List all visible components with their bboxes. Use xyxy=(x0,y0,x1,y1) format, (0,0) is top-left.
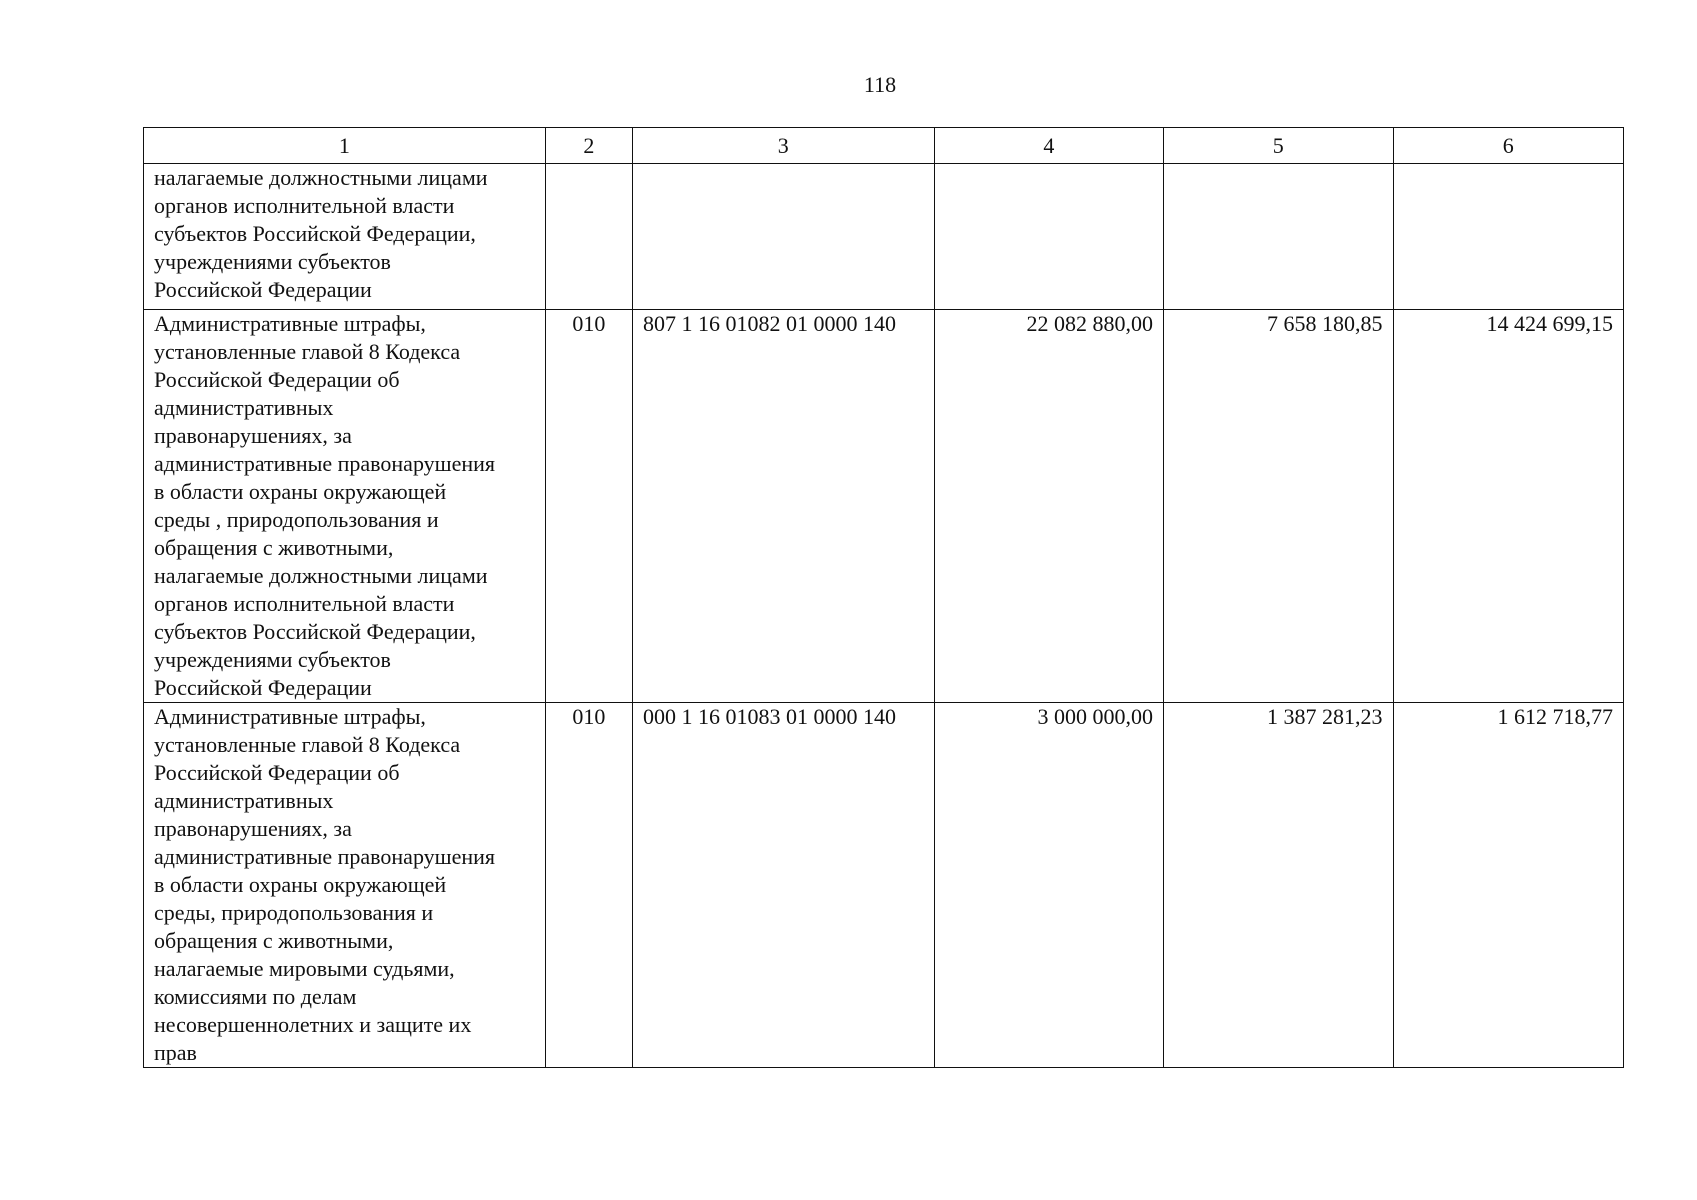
name-line: в области охраны окружающей xyxy=(154,479,447,504)
line-code-cell xyxy=(545,164,632,310)
name-line: административных xyxy=(154,788,334,813)
budget-code-cell: 807 1 16 01082 01 0000 140 xyxy=(632,310,934,703)
unexecuted-amount-cell: 14 424 699,15 xyxy=(1393,310,1624,703)
page-number: 118 xyxy=(863,72,897,97)
name-line: обращения с животными, xyxy=(154,928,394,953)
name-line: среды, природопользования и xyxy=(154,900,434,925)
row-name-cell xyxy=(144,703,546,1068)
name-line: комиссиями по делам xyxy=(154,984,357,1009)
name-line: административные правонарушения xyxy=(154,844,496,869)
column-header-6: 6 xyxy=(1393,128,1624,164)
name-line: административные правонарушения xyxy=(154,451,496,476)
table-row xyxy=(144,164,1624,310)
name-line: налагаемые должностными лицами xyxy=(154,563,488,588)
approved-amount-cell: 3 000 000,00 xyxy=(934,703,1163,1068)
name-line: установленные главой 8 Кодекса xyxy=(154,732,461,757)
name-line: учреждениями субъектов xyxy=(154,647,391,672)
name-line: субъектов Российской Федерации, xyxy=(154,221,476,246)
name-line: административных xyxy=(154,395,334,420)
column-header-3: 3 xyxy=(632,128,934,164)
table-row xyxy=(144,310,1624,703)
name-line: субъектов Российской Федерации, xyxy=(154,619,476,644)
unexecuted-amount-cell: 1 612 718,77 xyxy=(1393,703,1624,1068)
name-line: Административные штрафы, xyxy=(154,311,426,336)
column-header-4: 4 xyxy=(934,128,1163,164)
approved-amount-cell xyxy=(934,164,1163,310)
budget-code-cell xyxy=(632,164,934,310)
name-line: правонарушениях, за xyxy=(154,816,352,841)
column-header-1: 1 xyxy=(144,128,546,164)
name-line: Российской Федерации об xyxy=(154,367,400,392)
name-line: правонарушениях, за xyxy=(154,423,352,448)
name-line: среды , природопользования и xyxy=(154,507,439,532)
budget-code-cell: 000 1 16 01083 01 0000 140 xyxy=(632,703,934,1068)
name-line: обращения с животными, xyxy=(154,535,394,560)
name-line: прав xyxy=(154,1040,197,1065)
unexecuted-amount-cell xyxy=(1393,164,1624,310)
column-header-5: 5 xyxy=(1164,128,1393,164)
revenue-table xyxy=(143,127,1624,1068)
row-name-cell xyxy=(144,310,546,703)
name-line: налагаемые мировыми судьями, xyxy=(154,956,455,981)
column-header-2: 2 xyxy=(545,128,632,164)
executed-amount-cell: 1 387 281,23 xyxy=(1164,703,1393,1068)
name-line: установленные главой 8 Кодекса xyxy=(154,339,461,364)
name-line: учреждениями субъектов xyxy=(154,249,391,274)
executed-amount-cell: 7 658 180,85 xyxy=(1164,310,1393,703)
name-line: Административные штрафы, xyxy=(154,704,426,729)
table-header-row xyxy=(144,128,1624,164)
name-line: Российской Федерации xyxy=(154,277,372,302)
row-name-cell xyxy=(144,164,546,310)
line-code-cell: 010 xyxy=(545,703,632,1068)
name-line: несовершеннолетних и защите их xyxy=(154,1012,472,1037)
name-line: налагаемые должностными лицами xyxy=(154,165,488,190)
name-line: Российской Федерации об xyxy=(154,760,400,785)
executed-amount-cell xyxy=(1164,164,1393,310)
approved-amount-cell: 22 082 880,00 xyxy=(934,310,1163,703)
table-row xyxy=(144,703,1624,1068)
name-line: органов исполнительной власти xyxy=(154,193,455,218)
line-code-cell: 010 xyxy=(545,310,632,703)
name-line: Российской Федерации xyxy=(154,675,372,700)
name-line: в области охраны окружающей xyxy=(154,872,447,897)
name-line: органов исполнительной власти xyxy=(154,591,455,616)
